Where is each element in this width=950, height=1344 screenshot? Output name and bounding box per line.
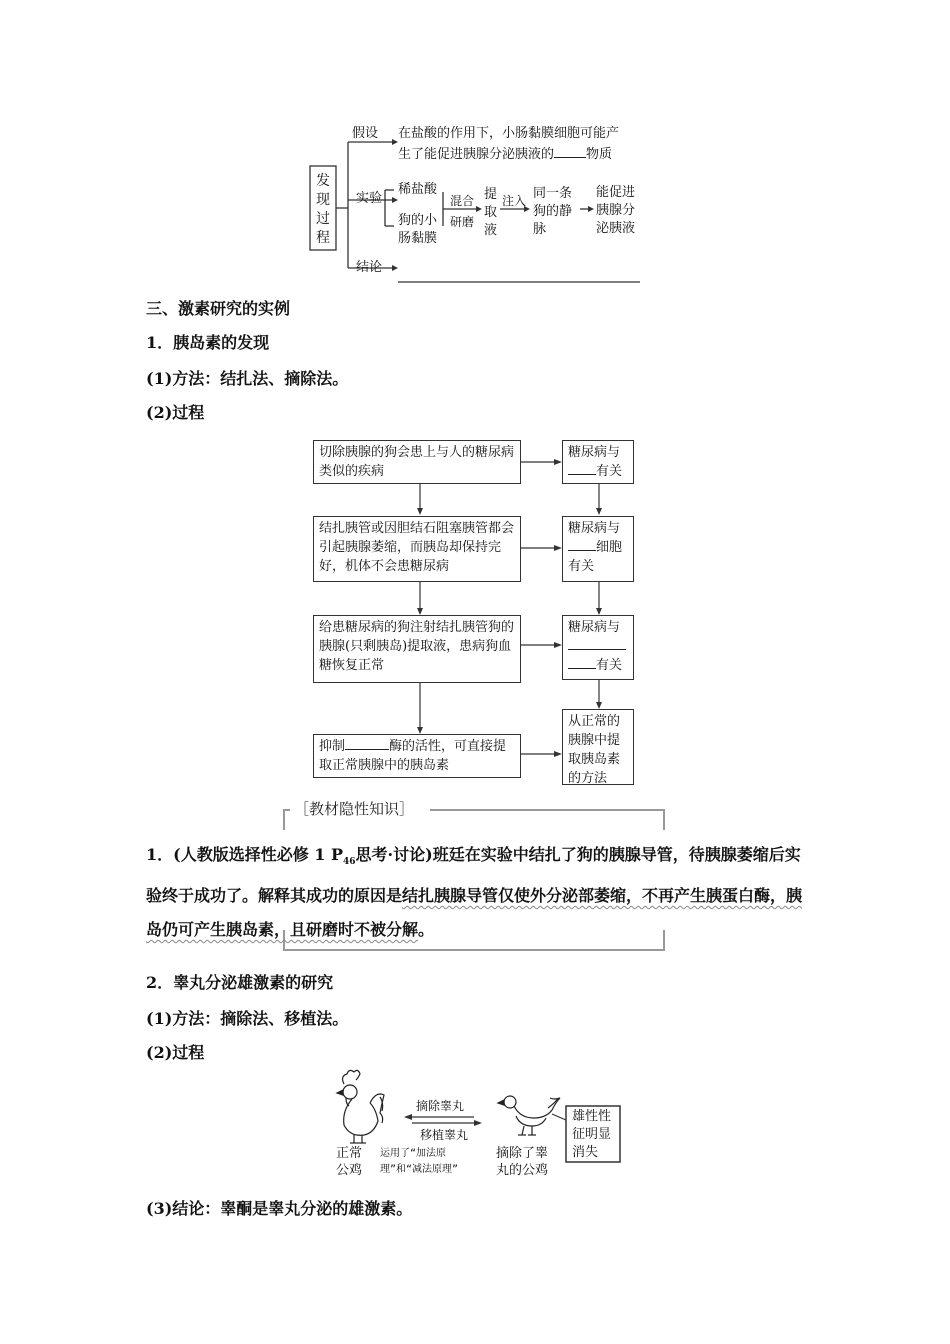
- exp-vein: 同一条狗的静脉: [533, 186, 573, 237]
- sub2-title: 2．睾丸分泌雄激素的研究: [146, 973, 334, 992]
- right1-a: 糖尿病与: [568, 445, 621, 460]
- q-sub: 46: [343, 857, 356, 868]
- q-end: 。: [418, 920, 435, 940]
- hidden-knowledge-header: ［教材隐性知识］: [294, 800, 415, 818]
- sub1-title: 1．胰岛素的发现: [146, 333, 270, 352]
- transplant-arrow-label: 移植睾丸: [420, 1128, 469, 1142]
- left4-b: 酶的活性，可直接提取正常胰腺中的胰岛素: [319, 739, 507, 773]
- principle-note: 运用了“加法原理”和“减法原理”: [380, 1148, 459, 1175]
- castrated-rooster-icon: [498, 1096, 560, 1135]
- exp-extract: 提取液: [484, 187, 498, 238]
- sub2-process: (2)过程: [146, 1043, 205, 1062]
- exp-mix-bottom: 研磨: [450, 215, 475, 229]
- normal-label-1: 正常: [336, 1146, 363, 1161]
- exp-inject: 注入: [502, 194, 527, 208]
- hypothesis-line2-text: 生了能促进胰腺分泌胰液的: [398, 147, 555, 162]
- sub2-conclusion: (3)结论：睾酮是睾丸分泌的雄激素。: [146, 1199, 413, 1218]
- exp-dilute-acid: 稀盐酸: [398, 182, 438, 197]
- root-label: 发现过程: [316, 173, 330, 246]
- exp-result: 能促进胰腺分泌胰液: [596, 185, 636, 236]
- branch-conclusion: 结论: [356, 260, 383, 275]
- hypothesis-line1: 在盐酸的作用下，小肠黏膜细胞可能产: [398, 126, 620, 141]
- insulin-left-box-1: 切除胰腺的狗会患上与人的糖尿病类似的疾病: [313, 440, 521, 484]
- result-box-text: 雄性性征明显消失: [572, 1109, 612, 1160]
- exp-mix-top: 混合: [450, 194, 475, 208]
- insulin-right-box-4: 从正常的胰腺中提取胰岛素的方法: [562, 709, 634, 785]
- castrated-label-1: 摘除了睾: [496, 1146, 549, 1161]
- castrated-label-2: 丸的公鸡: [496, 1163, 549, 1178]
- right3-a: 糖尿病与: [568, 620, 621, 635]
- exp-intestine: 狗的小肠黏膜: [398, 213, 438, 246]
- right3-b: 有关: [596, 658, 623, 673]
- hypothesis-end: 物质: [586, 147, 613, 162]
- q-text: 班廷在实验中结扎了狗的胰腺导管，待胰腺萎缩后实验终于成功了。解释其成功的原因是: [146, 845, 801, 906]
- right2-a: 糖尿病与: [568, 521, 621, 536]
- sub2-method: (1)方法：摘除法、移植法。: [146, 1009, 349, 1028]
- right2-c: 有关: [568, 559, 595, 574]
- branch-experiment: 实验: [356, 191, 383, 206]
- insulin-left-box-2: 结扎胰管或因胆结石阻塞胰管都会引起胰腺萎缩，而胰岛却保持完好，机体不会患糖尿病: [313, 516, 521, 582]
- q-answer: 结扎胰腺导管仅使外分泌部萎缩，不再产生胰蛋白酶，胰岛仍可产生胰岛素，且研磨时不被分解: [146, 886, 803, 940]
- sub1-method: (1)方法：结扎法、摘除法。: [146, 369, 349, 388]
- q-mid: 思考·讨论): [355, 845, 433, 864]
- right2-b: 细胞: [596, 540, 623, 555]
- normal-rooster-icon: [337, 1070, 384, 1143]
- insulin-left-box-3: 给患糖尿病的狗注射结扎胰管狗的胰腺(只剩胰岛)提取液，患病狗血糖恢复正常: [313, 615, 521, 683]
- right1-b: 有关: [596, 464, 623, 479]
- q-prefix: 1．(人教版选择性必修 1 P: [146, 845, 344, 864]
- remove-arrow-label: 摘除睾丸: [416, 1099, 465, 1113]
- left4-a: 抑制: [319, 739, 346, 754]
- section3-title: 三、激素研究的实例: [146, 299, 291, 318]
- sub1-process: (2)过程: [146, 403, 205, 422]
- hidden-knowledge-header-text: 教材隐性知识: [309, 800, 400, 818]
- normal-label-2: 公鸡: [336, 1163, 363, 1178]
- branch-hypothesis: 假设: [352, 126, 379, 141]
